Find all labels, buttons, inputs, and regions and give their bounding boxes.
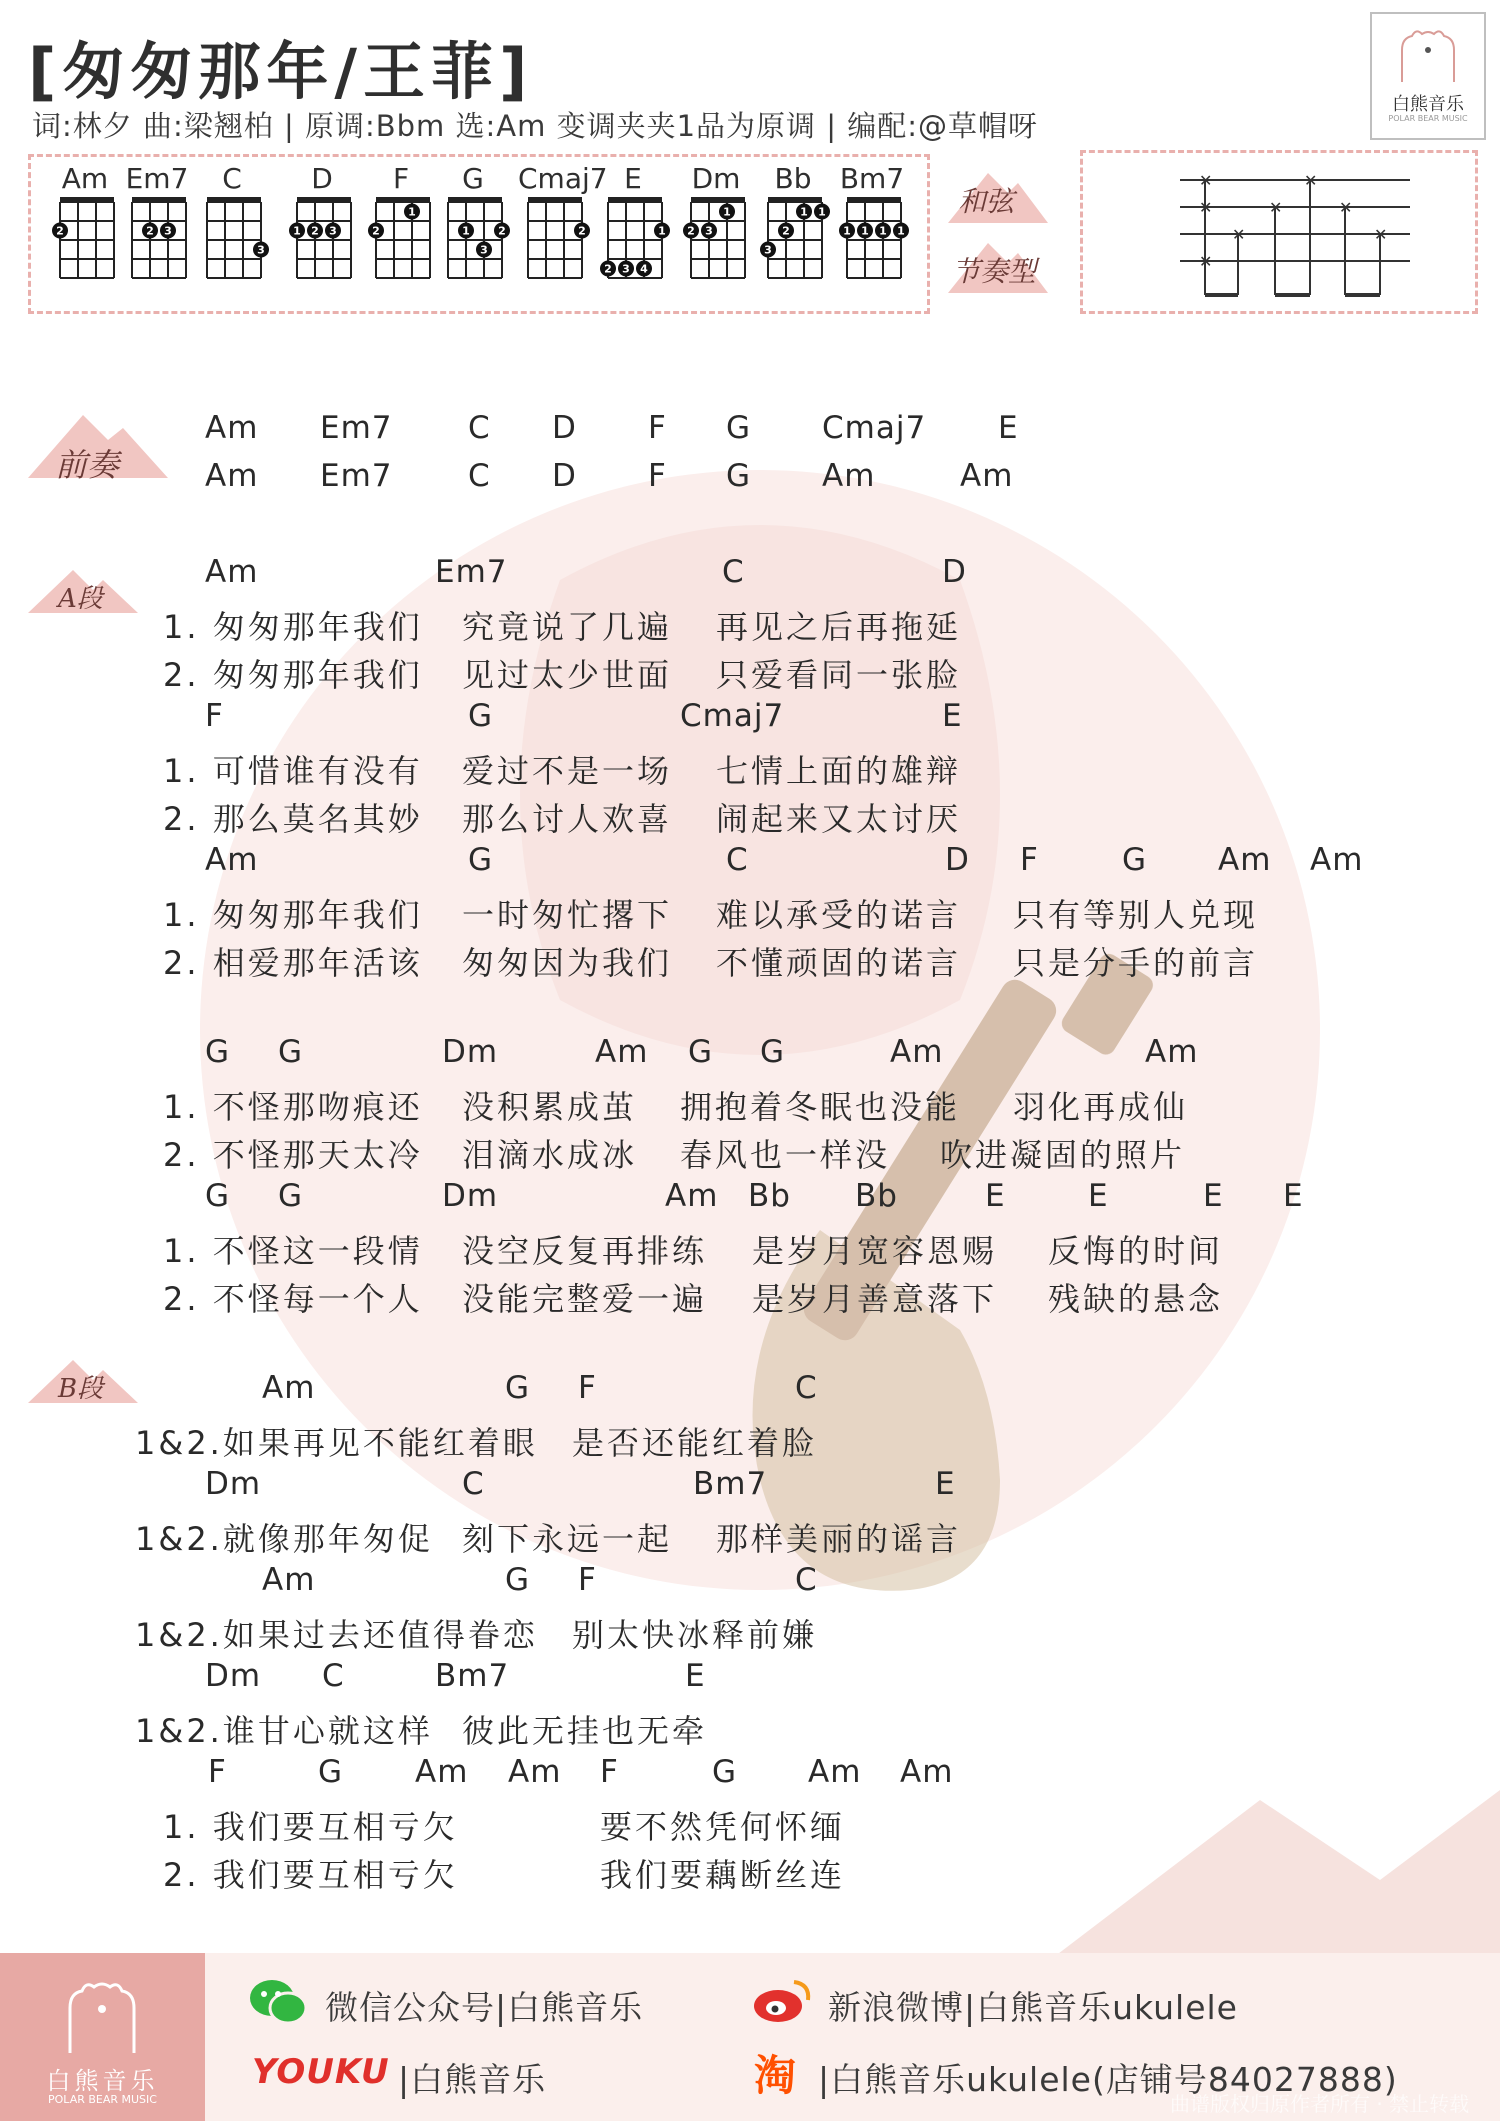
chord: Am xyxy=(205,842,259,878)
finger-number: 1 xyxy=(861,224,869,238)
svg-text:✕: ✕ xyxy=(1339,198,1353,217)
chord: C xyxy=(726,842,749,878)
lyric: 2. 那么莫名其妙 xyxy=(163,800,423,838)
chord-grid xyxy=(207,197,269,278)
chord: Bb xyxy=(855,1178,898,1214)
chord: C xyxy=(468,458,491,494)
chord: Am xyxy=(1218,842,1272,878)
lyric: 见过太少世面 xyxy=(462,656,673,694)
chord-grid xyxy=(132,197,186,278)
chord-name-bm7: Bm7 xyxy=(839,162,905,195)
section-b: B段 xyxy=(58,1374,104,1404)
chord: C xyxy=(468,410,491,446)
chord-grid xyxy=(839,197,909,278)
finger-number: 4 xyxy=(640,262,648,276)
chord: Am xyxy=(205,410,259,446)
chord: G xyxy=(712,1754,738,1790)
footer-taobao[interactable]: |白熊音乐ukulele(店铺号84027888) xyxy=(818,2060,1398,2099)
chord: G xyxy=(688,1034,714,1070)
chord: D xyxy=(945,842,970,878)
chord: E xyxy=(985,1178,1006,1214)
chord: Am xyxy=(900,1754,954,1790)
lyric: 春风也一样没 xyxy=(680,1136,891,1174)
lyric: 刻下永远一起 xyxy=(462,1520,673,1558)
finger-number: 2 xyxy=(372,224,380,238)
section-intro: 前奏 xyxy=(55,446,120,484)
lyric: 那样美丽的谣言 xyxy=(716,1520,962,1558)
finger-number: 2 xyxy=(498,224,506,238)
finger-number: 3 xyxy=(622,262,630,276)
chord: F xyxy=(1020,842,1039,878)
chord: Am xyxy=(262,1562,316,1598)
lyric: 2. 我们要互相亏欠 xyxy=(163,1856,458,1894)
finger-number: 2 xyxy=(578,224,586,238)
chord-name-bb: Bb xyxy=(774,162,812,195)
chord: F xyxy=(578,1562,597,1598)
chord-grid xyxy=(368,197,430,278)
chord: G xyxy=(278,1178,304,1214)
lyric: 泪滴水成冰 xyxy=(462,1136,638,1174)
chord: G xyxy=(726,410,752,446)
svg-text:✕: ✕ xyxy=(1199,171,1213,190)
chord: G xyxy=(205,1034,231,1070)
chord: Em7 xyxy=(435,554,508,590)
lyric: 彼此无挂也无牵 xyxy=(462,1712,708,1750)
chord: C xyxy=(462,1466,485,1502)
finger-number: 1 xyxy=(800,205,808,219)
chord-grid xyxy=(683,197,745,278)
label-rhythm: 节奏型 xyxy=(952,255,1037,288)
chord: Am xyxy=(205,458,259,494)
lyric: 爱过不是一场 xyxy=(462,752,673,790)
taobao-icon xyxy=(752,2048,808,2098)
lyric: 难以承受的诺言 xyxy=(716,896,962,934)
chord: E xyxy=(1203,1178,1224,1214)
finger-number: 1 xyxy=(723,205,731,219)
chord-name-e: E xyxy=(624,162,642,195)
finger-number: 1 xyxy=(897,224,905,238)
finger-number: 2 xyxy=(146,224,154,238)
finger-number: 1 xyxy=(843,224,851,238)
finger-number: 2 xyxy=(687,224,695,238)
finger-number: 3 xyxy=(705,224,713,238)
lyric: 是岁月善意落下 xyxy=(752,1280,998,1318)
lyric: 一时匆忙撂下 xyxy=(462,896,673,934)
lyric: 1&2.如果过去还值得眷恋 xyxy=(135,1616,538,1654)
chord: Am xyxy=(508,1754,562,1790)
lyric: 不懂顽固的诺言 xyxy=(716,944,962,982)
chord: G xyxy=(278,1034,304,1070)
finger-number: 1 xyxy=(879,224,887,238)
lyric: 2. 匆匆那年我们 xyxy=(163,656,423,694)
chord: E xyxy=(998,410,1019,446)
chord: E xyxy=(1283,1178,1304,1214)
finger-number: 1 xyxy=(658,224,666,238)
lyric: 只有等别人兑现 xyxy=(1013,896,1259,934)
chord: F xyxy=(578,1370,597,1406)
lyric: 没积累成茧 xyxy=(462,1088,638,1126)
song-title: [匆匆那年/王菲] xyxy=(28,35,534,108)
chord: F xyxy=(600,1754,619,1790)
svg-text:✕: ✕ xyxy=(1232,225,1246,244)
lyric: 是岁月宽容恩赐 xyxy=(752,1232,998,1270)
svg-text:✕: ✕ xyxy=(1374,225,1388,244)
finger-number: 3 xyxy=(480,243,488,257)
chord: Em7 xyxy=(320,410,393,446)
finger-number: 1 xyxy=(293,224,301,238)
footer-youku[interactable]: |白熊音乐 xyxy=(398,2060,547,2099)
lyric: 1&2.谁甘心就这样 xyxy=(135,1712,433,1750)
chord: G xyxy=(205,1178,231,1214)
chord-name-dm: Dm xyxy=(691,162,741,195)
chord: C xyxy=(795,1370,818,1406)
footer-logo-sub: POLAR BEAR MUSIC xyxy=(48,2093,157,2106)
section-a: A段 xyxy=(58,584,103,614)
finger-number: 1 xyxy=(818,205,826,219)
chord-grid xyxy=(528,197,590,278)
chord: C xyxy=(722,554,745,590)
chord-name-d: D xyxy=(311,162,333,195)
lyric: 2. 不怪每一个人 xyxy=(163,1280,423,1318)
lyric: 1. 不怪那吻痕还 xyxy=(163,1088,423,1126)
lyric: 吹进凝固的照片 xyxy=(940,1136,1186,1174)
chord: Am xyxy=(415,1754,469,1790)
lyric: 匆匆因为我们 xyxy=(462,944,673,982)
chord: G xyxy=(760,1034,786,1070)
chord: E xyxy=(1088,1178,1109,1214)
rhythm-pattern-diagram xyxy=(1080,150,1478,314)
lyric: 没能完整爱一遍 xyxy=(462,1280,708,1318)
lyric: 1. 匆匆那年我们 xyxy=(163,608,423,646)
chord-grid xyxy=(52,197,114,278)
weibo-icon xyxy=(752,1976,814,2026)
chord: Am xyxy=(822,458,876,494)
lyric: 七情上面的雄辩 xyxy=(716,752,962,790)
chord: Am xyxy=(1145,1034,1199,1070)
chord: Am xyxy=(890,1034,944,1070)
finger-number: 2 xyxy=(604,262,612,276)
lyric: 2. 不怪那天太冷 xyxy=(163,1136,423,1174)
chord: G xyxy=(505,1562,531,1598)
chord: Am xyxy=(1310,842,1364,878)
lyric: 1. 我们要互相亏欠 xyxy=(163,1808,458,1846)
finger-number: 3 xyxy=(164,224,172,238)
lyric: 1. 可惜谁有没有 xyxy=(163,752,423,790)
lyric: 我们要藕断丝连 xyxy=(600,1856,846,1894)
finger-number: 2 xyxy=(56,224,64,238)
chord: G xyxy=(505,1370,531,1406)
finger-number: 2 xyxy=(311,224,319,238)
lyric: 拥抱着冬眠也没能 xyxy=(680,1088,961,1126)
chord: G xyxy=(468,842,494,878)
chord: Bm7 xyxy=(693,1466,768,1502)
chord: F xyxy=(648,458,667,494)
lyric: 羽化再成仙 xyxy=(1013,1088,1189,1126)
footer-logo-text: 白熊音乐 xyxy=(46,2067,159,2095)
chord-grid xyxy=(760,197,830,278)
brand-logo-sub: POLAR BEAR MUSIC xyxy=(1388,114,1468,123)
footer-logo xyxy=(0,1953,205,2121)
wechat-icon xyxy=(248,1976,308,2026)
chord-name-em7: Em7 xyxy=(125,162,189,195)
chord: D xyxy=(552,458,577,494)
bear-icon xyxy=(1372,20,1484,90)
finger-number: 3 xyxy=(329,224,337,238)
chord: D xyxy=(942,554,967,590)
chord: Dm xyxy=(442,1034,499,1070)
finger-number: 3 xyxy=(257,243,265,257)
lyric: 是否还能红着脸 xyxy=(572,1424,818,1462)
finger-number: 1 xyxy=(408,205,416,219)
chord-name-g: G xyxy=(462,162,484,195)
label-chords: 和弦 xyxy=(958,185,1015,218)
lyric: 1&2.就像那年匆促 xyxy=(135,1520,433,1558)
chord: G xyxy=(726,458,752,494)
footer-wechat[interactable]: 微信公众号|白熊音乐 xyxy=(325,1988,644,2027)
chord: F xyxy=(205,698,224,734)
lyric: 2. 相爱那年活该 xyxy=(163,944,423,982)
chord: E xyxy=(942,698,963,734)
chord: Am xyxy=(665,1178,719,1214)
chord-name-c: C xyxy=(222,162,242,195)
chord: Bm7 xyxy=(435,1658,510,1694)
chord: C xyxy=(795,1562,818,1598)
brand-logo-text: 白熊音乐 xyxy=(1392,94,1464,115)
chord-name-cmaj7: Cmaj7 xyxy=(518,162,608,195)
chord: E xyxy=(935,1466,956,1502)
lyric: 那么讨人欢喜 xyxy=(462,800,673,838)
chord: F xyxy=(648,410,667,446)
chord: Cmaj7 xyxy=(822,410,927,446)
svg-text:✕: ✕ xyxy=(1304,171,1318,190)
chord: Am xyxy=(595,1034,649,1070)
chord: Cmaj7 xyxy=(680,698,785,734)
footer-weibo[interactable]: 新浪微博|白熊音乐ukulele xyxy=(828,1988,1238,2027)
chord: Am xyxy=(205,554,259,590)
finger-number: 1 xyxy=(462,224,470,238)
lyric: 1. 不怪这一段情 xyxy=(163,1232,423,1270)
chord: Dm xyxy=(442,1178,499,1214)
youku-logo: YOUKU xyxy=(252,2052,390,2092)
lyric: 要不然凭何怀缅 xyxy=(600,1808,846,1846)
svg-text:淘: 淘 xyxy=(754,2051,797,2098)
lyric: 闹起来又太讨厌 xyxy=(716,800,962,838)
chord: G xyxy=(468,698,494,734)
song-credits: 词:林夕 曲:梁翘柏 | 原调:Bbm 选:Am 变调夹夹1品为原调 | 编配:@草帽呀 xyxy=(32,109,1039,143)
finger-number: 2 xyxy=(782,224,790,238)
brand-logo xyxy=(1370,12,1486,140)
lyric: 究竟说了几遍 xyxy=(462,608,673,646)
chord-grid xyxy=(600,197,670,278)
chord-grid xyxy=(289,197,351,278)
chord: Dm xyxy=(205,1466,262,1502)
chord: Em7 xyxy=(320,458,393,494)
chord: F xyxy=(208,1754,227,1790)
chord-name-f: F xyxy=(392,162,410,195)
chord: Am xyxy=(808,1754,862,1790)
finger-number: 3 xyxy=(764,243,772,257)
lyric: 没空反复再排练 xyxy=(462,1232,708,1270)
lyric: 只是分手的前言 xyxy=(1013,944,1259,982)
chord: C xyxy=(322,1658,345,1694)
bear-icon xyxy=(0,1963,205,2063)
footer-watermark: 曲谱版权归原作者所有 · 禁止转载 xyxy=(1170,2092,1470,2116)
chord: Am xyxy=(262,1370,316,1406)
chord: E xyxy=(685,1658,706,1694)
chord: G xyxy=(318,1754,344,1790)
chord: D xyxy=(552,410,577,446)
lyric: 1. 匆匆那年我们 xyxy=(163,896,423,934)
svg-text:✕: ✕ xyxy=(1269,198,1283,217)
chord: Dm xyxy=(205,1658,262,1694)
chord-grid-diagrams xyxy=(0,0,940,320)
chord-grid xyxy=(448,197,510,278)
lyric: 1&2.如果再见不能红着眼 xyxy=(135,1424,538,1462)
svg-text:✕: ✕ xyxy=(1199,252,1213,271)
chord: G xyxy=(1122,842,1148,878)
chord: Am xyxy=(960,458,1014,494)
lyric: 反悔的时间 xyxy=(1048,1232,1224,1270)
lyric: 只爱看同一张脸 xyxy=(716,656,962,694)
lyric: 再见之后再拖延 xyxy=(716,608,962,646)
chord: Bb xyxy=(748,1178,791,1214)
lyric: 别太快冰释前嫌 xyxy=(572,1616,818,1654)
chord-name-am: Am xyxy=(61,162,109,195)
lyric: 残缺的悬念 xyxy=(1048,1280,1224,1318)
svg-text:✕: ✕ xyxy=(1199,198,1213,217)
